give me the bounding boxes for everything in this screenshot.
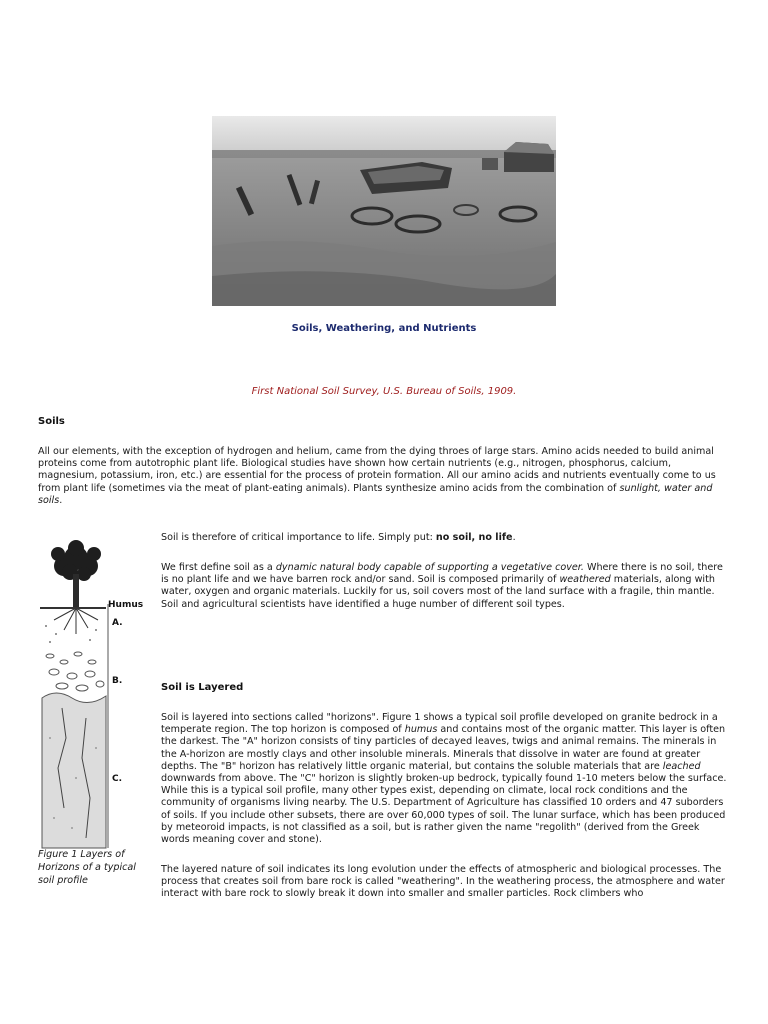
photo-caption: First National Soil Survey, U.S. Bureau of Soils, 1909. [251, 386, 517, 397]
soils-p1-end: . [59, 494, 63, 506]
soils-paragraph-1 [38, 446, 724, 507]
soil-profile-drawing [36, 538, 152, 854]
dust-storm-photo-drawing [212, 116, 556, 306]
soils-paragraph-3 [161, 562, 727, 611]
page-title: Soils, Weathering, and Nutrients [291, 323, 477, 334]
soils-p1-text: All our elements, with the exception of hydrogen and helium, came from the dying throes of large stars. Amino acids needed to build animal proteins come from autotrophic plant life. Biological studies have shown how certain nutrients (e.g., nitrogen, phosphorus, calcium, magnesium, potassium, iron, etc.) are essential for the process of protein formation. All our amino acids and nutrients eventually come to us from plant life (sometimes via the meat of plant-eating animals). Plants synthesize amino acids from the combination of [38, 446, 716, 494]
no-soil-no-life: no soil, no life [435, 532, 513, 543]
section-heading-layered: Soil is Layered [161, 682, 244, 693]
layered-p1-text-b: and contains most of the organic matter. This layer is often the darkest. The "A" horizon consists of tiny particles of decayed leaves, twigs and animal remains. The minerals in the A-horizon are mostly clays and other insoluble minerals. Minerals that dissolve in water are found at greater depths. The "B" horizon has relatively little organic material, but contains the soluble materials that are [161, 724, 726, 772]
humus-label: Humus [108, 600, 144, 610]
figure-caption: Figure 1 Layers of Horizons of a typical soil profile [38, 849, 136, 886]
soils-p3-emphasis-1: dynamic natural body capable of supporting a vegetative cover. [275, 562, 584, 573]
dust-storm-photo [212, 116, 556, 306]
horizon-b-label: B. [112, 676, 123, 686]
section-heading-soils: Soils [38, 416, 65, 427]
soils-p3-text-b: Where there is no soil, there is no plant life and we have barren rock and/or sand. Soil is composed primarily of [161, 562, 723, 586]
layered-p1-emphasis-2: leached [662, 760, 701, 772]
horizon-c-label: C. [112, 774, 123, 784]
layered-paragraph-2: The layered nature of soil indicates its long evolution under the effects of atmospheric and biological processes. The process that creates soil from bare rock is called "weathering". In the weathering process, the atmosphere and water interact with bare rock to slowly break it down into smaller and smaller particles. Rock climbers who [161, 864, 725, 900]
layered-p1-emphasis-1: humus [404, 724, 438, 736]
horizon-a-label: A. [112, 618, 123, 628]
soils-p3-text-c: materials, along with water, oxygen and organic materials. Luckily for us, soil covers most of the land surface with a fragile, thin mantle. Soil and agricultural scientists have identified a huge number of different soil types. [161, 574, 715, 610]
soils-paragraph-2 [161, 532, 727, 544]
layered-paragraph-1 [161, 712, 731, 846]
soil-profile-figure [36, 538, 152, 854]
soils-p2-text: Soil is therefore of critical importance to life. Simply put: [161, 532, 436, 543]
soils-p1-emphasis: sunlight, water and soils [38, 482, 713, 506]
soils-p3-emphasis-2: weathered [559, 574, 611, 586]
layered-p1-text-c: downwards from above. The "C" horizon is slightly broken-up bedrock, typically found 1-10 meters below the surface. While this is a typical soil profile, many other types exist, depending on climate, local rock conditions and the community of organisms living nearby. The U.S. Department of Agriculture has classified 10 orders and 47 suborders of soils. If you include other subsets, there are over 60,000 types of soil. The lunar surface, which has been produced by meteoroid impacts, is not classified as a soil, but is rather given the name "regolith" (derived from the Greek words meaning cover and stone). [161, 773, 727, 846]
soils-p3-text-a: We first define soil as a [161, 562, 276, 573]
layered-p1-text-a: Soil is layered into sections called "horizons". Figure 1 shows a typical soil profile developed on granite bedrock in a temperate region. The top horizon is composed of [161, 712, 718, 736]
soils-p2-end: . [512, 532, 516, 543]
